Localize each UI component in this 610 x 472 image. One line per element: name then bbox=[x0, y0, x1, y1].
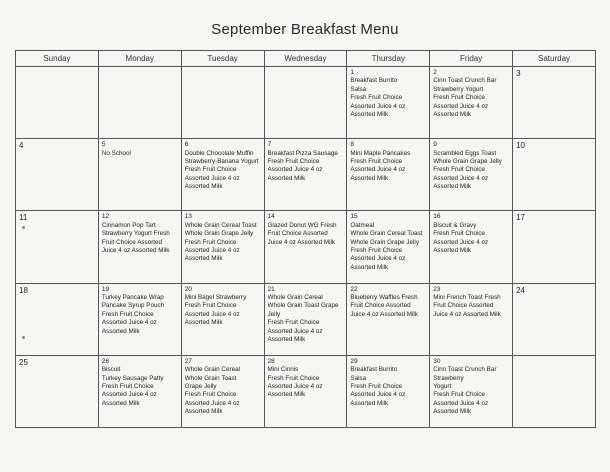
menu-item: Assorted Milk bbox=[433, 247, 472, 254]
day-cell-thursday bbox=[347, 211, 430, 283]
menu-item: Turkey Sausage Patty bbox=[101, 374, 164, 382]
menu-item: Fresh Fruit Choice bbox=[101, 310, 154, 318]
day-number: 19 bbox=[101, 285, 110, 293]
weekday-sunday: Sunday bbox=[16, 51, 99, 67]
menu-item: Assorted Juice 4 oz bbox=[184, 174, 240, 182]
menu-item: Turkey Pancake Wrap bbox=[101, 293, 164, 301]
week-row bbox=[16, 139, 596, 211]
menu-item: Fresh Fruit Choice bbox=[267, 158, 320, 165]
day-cell-friday bbox=[430, 283, 513, 355]
menu-item: Assorted Juice 4 oz bbox=[101, 319, 157, 327]
day-cell-content bbox=[430, 356, 512, 417]
menu-item: Assorted Milk bbox=[267, 336, 306, 343]
menu-item: Fresh Fruit Choice bbox=[350, 247, 403, 254]
menu-item: Whole Grain Grape Jelly bbox=[350, 238, 419, 246]
menu-item: Assorted Milk bbox=[184, 183, 223, 191]
day-number: 27 bbox=[184, 357, 192, 365]
day-cell-content bbox=[16, 284, 98, 295]
menu-item: Assorted Juice 4 oz bbox=[433, 238, 489, 246]
menu-item: Assorted Juice 4 oz bbox=[350, 255, 406, 263]
day-number: 26 bbox=[101, 357, 110, 365]
menu-item: Cinn Toast Crunch Bar bbox=[433, 366, 497, 374]
day-cell-wednesday bbox=[264, 355, 347, 427]
day-number: 20 bbox=[184, 285, 192, 293]
menu-item: Biscuit bbox=[101, 366, 121, 374]
scan-dot-mark bbox=[22, 226, 25, 229]
menu-item: Assorted Juice 4 oz bbox=[433, 102, 489, 110]
menu-item: Assorted Juice 4 oz bbox=[184, 247, 240, 254]
day-cell-wednesday bbox=[264, 211, 347, 283]
menu-item: Assorted Juice 4 oz bbox=[267, 166, 323, 174]
menu-item: Jelly bbox=[267, 310, 281, 318]
menu-item: Biscuit & Gravy bbox=[433, 221, 477, 229]
day-cell-saturday bbox=[513, 355, 596, 427]
day-number: 21 bbox=[267, 285, 275, 293]
day-cell-wednesday bbox=[264, 283, 347, 355]
menu-item: Assorted Milk bbox=[101, 327, 140, 335]
menu-item: Whole Grain Cereal bbox=[184, 366, 240, 374]
day-cell-content bbox=[347, 67, 429, 119]
day-cell-saturday bbox=[513, 139, 596, 211]
day-cell-content bbox=[99, 211, 181, 255]
menu-item: Assorted Juice 4 oz bbox=[433, 399, 489, 407]
day-number bbox=[516, 358, 593, 359]
menu-item: Fresh Fruit Choice bbox=[350, 382, 403, 390]
menu-item: Assorted Milk bbox=[433, 408, 472, 416]
day-cell-saturday bbox=[513, 211, 596, 283]
calendar-body bbox=[16, 67, 596, 428]
menu-item: Fruit Choice Assorted bbox=[350, 302, 411, 310]
menu-item: Juice 4 oz Assorted Milk bbox=[101, 247, 170, 254]
menu-item: Mini Cinnis bbox=[267, 366, 299, 374]
day-cell-monday bbox=[98, 283, 181, 355]
day-cell-content bbox=[182, 139, 264, 191]
day-cell-thursday bbox=[347, 283, 430, 355]
menu-item: Fruit Choice Assorted bbox=[267, 230, 328, 238]
day-cell-tuesday bbox=[181, 283, 264, 355]
breakfast-calendar bbox=[15, 50, 596, 428]
menu-item: Strawberry Yogurt Fresh bbox=[101, 230, 170, 238]
day-number: 25 bbox=[19, 357, 28, 367]
day-number: 17 bbox=[516, 213, 525, 223]
menu-item: Assorted Juice 4 oz bbox=[267, 382, 323, 390]
menu-item: Juice 4 oz Assorted Milk bbox=[350, 310, 418, 318]
day-number: 5 bbox=[101, 141, 106, 149]
weekday-saturday: Saturday bbox=[513, 51, 596, 67]
day-cell-content bbox=[513, 211, 595, 222]
day-cell-content bbox=[430, 139, 512, 191]
day-number: 14 bbox=[267, 213, 275, 221]
day-number: 7 bbox=[267, 141, 272, 149]
day-number: 18 bbox=[19, 285, 28, 295]
day-cell-content bbox=[182, 211, 264, 263]
menu-item: Breakfast Burrito bbox=[350, 366, 398, 374]
menu-item: Salsa bbox=[350, 374, 367, 382]
day-cell-content bbox=[16, 67, 98, 70]
day-cell-monday bbox=[98, 139, 181, 211]
menu-item: Assorted Milk bbox=[433, 183, 472, 191]
day-number: 16 bbox=[433, 213, 441, 221]
menu-item: Whole Grain Toast Grape bbox=[267, 302, 339, 310]
day-number: 9 bbox=[433, 141, 437, 149]
weekday-thursday: Thursday bbox=[347, 51, 430, 67]
day-number bbox=[19, 69, 96, 70]
day-cell-content bbox=[182, 284, 264, 328]
weekday-tuesday: Tuesday bbox=[181, 51, 264, 67]
weekday-monday: Monday bbox=[98, 51, 181, 67]
day-cell-sunday bbox=[16, 355, 99, 427]
menu-item: Fresh Fruit Choice bbox=[184, 238, 237, 246]
menu-item: Fruit Choice Assorted bbox=[433, 302, 494, 310]
week-row bbox=[16, 283, 596, 355]
day-cell-sunday bbox=[16, 139, 99, 211]
day-number: 30 bbox=[433, 357, 441, 365]
menu-item: Assorted Juice 4 oz bbox=[267, 327, 323, 335]
day-number: 22 bbox=[350, 285, 358, 293]
day-cell-monday bbox=[98, 211, 181, 283]
menu-item: Fresh Fruit Choice bbox=[433, 94, 486, 102]
day-cell-content bbox=[265, 284, 347, 345]
day-cell-tuesday bbox=[181, 67, 264, 139]
day-cell-content bbox=[16, 356, 98, 367]
day-cell-content bbox=[430, 67, 512, 119]
menu-item: No School bbox=[101, 149, 131, 157]
menu-item: Assorted Milk bbox=[184, 408, 223, 416]
menu-item: Assorted Milk bbox=[101, 399, 140, 407]
day-cell-wednesday bbox=[264, 139, 347, 211]
menu-item: Assorted Milk bbox=[350, 399, 389, 407]
menu-item: Grape Jelly bbox=[184, 382, 217, 390]
week-row bbox=[16, 211, 596, 283]
menu-item: Juice 4 oz Assorted Milk bbox=[267, 238, 336, 246]
menu-item: Assorted Juice 4 oz bbox=[101, 391, 157, 399]
menu-item: Yogurt bbox=[433, 382, 452, 390]
day-cell-thursday bbox=[347, 67, 430, 139]
weekday-header-row bbox=[16, 51, 596, 67]
menu-item: Assorted Milk bbox=[350, 111, 389, 119]
menu-item: Whole Grain Toast bbox=[184, 374, 237, 382]
day-cell-content bbox=[99, 67, 181, 69]
weekday-wednesday: Wednesday bbox=[264, 51, 347, 67]
day-number: 4 bbox=[19, 141, 24, 151]
menu-item: Assorted Juice 4 oz bbox=[433, 174, 489, 182]
menu-item: Whole Grain Cereal Toast bbox=[350, 230, 423, 238]
day-cell-content bbox=[430, 284, 512, 320]
menu-item: Strawberry bbox=[433, 374, 464, 382]
menu-item: Cinn Toast Crunch Bar bbox=[433, 77, 497, 85]
menu-item: Fresh Fruit Choice bbox=[433, 230, 486, 238]
day-cell-content bbox=[265, 356, 347, 400]
menu-item: Assorted Milk bbox=[267, 391, 306, 399]
day-cell-saturday bbox=[513, 283, 596, 355]
day-cell-content bbox=[16, 139, 98, 150]
day-cell-content bbox=[347, 284, 429, 320]
day-cell-content bbox=[265, 67, 347, 69]
day-cell-content bbox=[513, 67, 595, 78]
menu-item: Blueberry Waffles Fresh bbox=[350, 293, 418, 301]
day-number: 6 bbox=[184, 141, 189, 149]
menu-item: Cinnamon Pop Tart bbox=[101, 221, 156, 229]
day-cell-content bbox=[513, 139, 595, 150]
day-cell-content bbox=[265, 139, 347, 183]
day-cell-content bbox=[347, 211, 429, 272]
menu-item: Fresh Fruit Choice bbox=[433, 391, 486, 399]
day-cell-sunday bbox=[16, 283, 99, 355]
day-cell-content bbox=[99, 284, 181, 336]
day-cell-thursday bbox=[347, 355, 430, 427]
day-number: 2 bbox=[433, 69, 437, 76]
menu-item: Juice 4 oz Assorted Milk bbox=[433, 310, 501, 318]
menu-item: Fresh Fruit Choice bbox=[101, 382, 154, 390]
day-number: 28 bbox=[267, 357, 275, 365]
day-cell-content bbox=[430, 211, 512, 255]
day-number: 1 bbox=[350, 69, 354, 76]
menu-item: Scrambled Eggs Toast bbox=[433, 149, 497, 157]
day-cell-sunday bbox=[16, 211, 99, 283]
menu-item: Assorted Milk bbox=[350, 263, 389, 271]
menu-item: Fresh Fruit Choice bbox=[267, 374, 320, 382]
menu-item: Assorted Juice 4 oz bbox=[350, 391, 406, 399]
menu-item: Breakfast Pizza Sausage bbox=[267, 149, 338, 157]
week-row bbox=[16, 67, 596, 139]
day-cell-content bbox=[99, 139, 181, 158]
menu-item: Assorted Juice 4 oz bbox=[350, 102, 406, 110]
menu-item: Fresh Fruit Choice bbox=[184, 302, 237, 310]
day-cell-content bbox=[16, 211, 98, 222]
page-title: September Breakfast Menu bbox=[211, 21, 399, 38]
day-number: 15 bbox=[350, 213, 358, 221]
menu-item: Strawberry Yogurt bbox=[433, 85, 484, 93]
weekday-friday: Friday bbox=[430, 51, 513, 67]
menu-item: Oatmeal bbox=[350, 221, 375, 229]
menu-item: Assorted Juice 4 oz bbox=[350, 166, 406, 174]
menu-item: Whole Grain Cereal Toast bbox=[184, 221, 257, 229]
day-cell-saturday bbox=[513, 67, 596, 139]
menu-item: Salsa bbox=[350, 85, 367, 93]
day-cell-friday bbox=[430, 67, 513, 139]
week-row bbox=[16, 355, 596, 427]
day-cell-monday bbox=[98, 67, 181, 139]
day-number: 8 bbox=[350, 141, 354, 149]
menu-item: Fresh Fruit Choice bbox=[267, 319, 320, 327]
day-number: 10 bbox=[516, 141, 525, 151]
day-cell-sunday bbox=[16, 67, 99, 139]
menu-item: Whole Grain Grape Jelly bbox=[433, 158, 502, 165]
day-cell-tuesday bbox=[181, 355, 264, 427]
day-cell-monday bbox=[98, 355, 181, 427]
day-cell-friday bbox=[430, 211, 513, 283]
menu-item: Mini Maple Pancakes bbox=[350, 149, 411, 157]
day-cell-friday bbox=[430, 355, 513, 427]
day-cell-tuesday bbox=[181, 211, 264, 283]
day-number: 23 bbox=[433, 285, 441, 293]
day-number: 24 bbox=[516, 285, 525, 295]
day-cell-content bbox=[513, 356, 595, 359]
menu-item: Fresh Fruit Choice bbox=[350, 94, 403, 102]
menu-item: Fruit Choice Assorted bbox=[101, 238, 163, 246]
day-number: 13 bbox=[184, 213, 192, 221]
menu-item: Fresh Fruit Choice bbox=[184, 391, 237, 399]
menu-item: Glazed Donut WG Fresh bbox=[267, 221, 337, 229]
day-cell-content bbox=[513, 284, 595, 295]
menu-item: Fresh Fruit Choice bbox=[350, 158, 403, 165]
menu-item: Assorted Milk bbox=[433, 111, 472, 119]
scan-dot-mark bbox=[22, 336, 25, 339]
menu-item: Mini French Toast Fresh bbox=[433, 293, 501, 301]
day-cell-friday bbox=[430, 139, 513, 211]
menu-item: Mini Bagel Strawberry bbox=[184, 293, 247, 301]
menu-item: Assorted Milk bbox=[184, 255, 223, 263]
menu-item: Assorted Milk bbox=[184, 319, 223, 327]
menu-item: Assorted Milk bbox=[350, 174, 389, 182]
menu-item: Fresh Fruit Choice bbox=[433, 166, 486, 174]
day-cell-content bbox=[99, 356, 181, 408]
day-cell-content bbox=[347, 139, 429, 183]
menu-item: Assorted Juice 4 oz bbox=[184, 310, 240, 318]
menu-item: Whole Grain Cereal bbox=[267, 293, 323, 301]
menu-item: Double Chocolate Muffin bbox=[184, 149, 254, 157]
day-number: 11 bbox=[19, 213, 28, 223]
menu-item: Assorted Milk bbox=[267, 174, 306, 182]
menu-item: Whole Grain Grape Jelly bbox=[184, 230, 254, 238]
menu-item: Fresh Fruit Choice bbox=[184, 166, 237, 174]
day-number: 29 bbox=[350, 357, 358, 365]
day-cell-content bbox=[182, 356, 264, 417]
menu-item: Pancake Syrup Pouch bbox=[101, 302, 165, 310]
day-cell-tuesday bbox=[181, 139, 264, 211]
day-number: 12 bbox=[101, 213, 110, 221]
day-cell-content bbox=[347, 356, 429, 408]
menu-item: Strawberry-Banana Yogurt bbox=[184, 158, 259, 165]
day-cell-thursday bbox=[347, 139, 430, 211]
day-cell-wednesday bbox=[264, 67, 347, 139]
day-cell-content bbox=[265, 211, 347, 247]
menu-item: Breakfast Burrito bbox=[350, 77, 398, 85]
day-cell-content bbox=[182, 67, 264, 69]
day-number: 3 bbox=[516, 69, 521, 78]
menu-item: Assorted Juice 4 oz bbox=[184, 399, 240, 407]
